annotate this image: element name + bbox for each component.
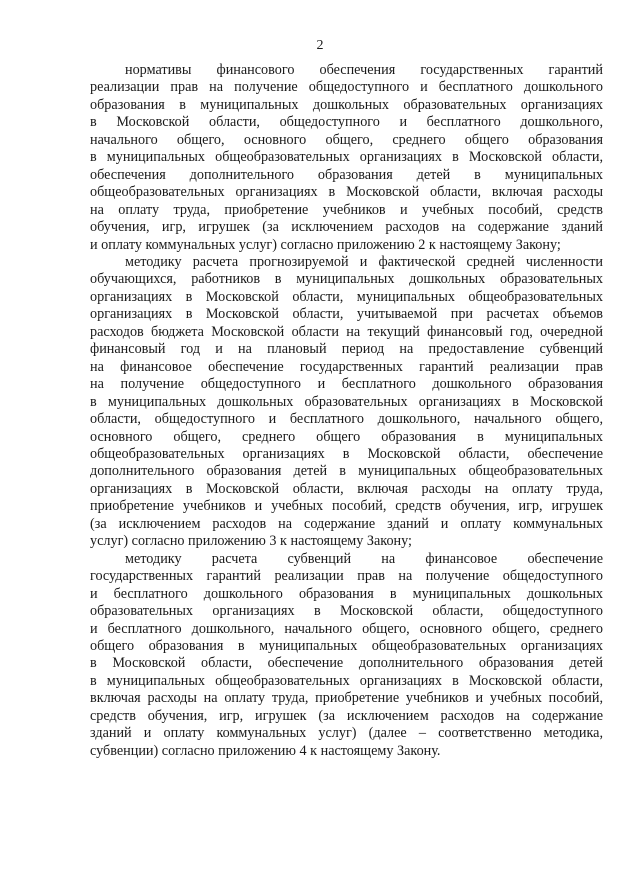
text-line: реализации прав на получение общедоступного и бесплатного дошкольного [90, 79, 603, 96]
text-line: на получение общедоступного и бесплатного дошкольного образования [90, 376, 603, 393]
text-line: начального общего, основного общего, среднего общего образования [90, 131, 603, 148]
text-line: средств обучения, игр, игрушек (за исключением расходов на содержание [90, 707, 603, 724]
text-line: и оплату коммунальных услуг) согласно приложению 2 к настоящему Закону; [90, 236, 561, 253]
text-line: методику расчета прогнозируемой и фактической средней численности [125, 253, 603, 270]
text-line: расходов бюджета Московской области на текущий финансовый год, очередной [90, 323, 603, 340]
text-line: в муниципальных дошкольных образовательных организациях в Московской [90, 393, 603, 410]
text-line: обучения, игр, игрушек (за исключением расходов на содержание зданий [90, 219, 603, 236]
text-line: общеобразовательных организациях в Московской области, обеспечение [90, 445, 603, 462]
text-line: организациях в Московской области, включая расходы на оплату труда, [90, 480, 603, 497]
text-line: организациях в Московской области, учитываемой при расчетах объемов [90, 306, 603, 323]
text-line: общего образования в муниципальных общеобразовательных организациях [90, 637, 603, 654]
text-line: приобретение учебников и учебных пособий, средств обучения, игр, игрушек [90, 498, 603, 515]
text-line: зданий и оплату коммунальных услуг) (далее – соответственно методика, [90, 725, 603, 742]
text-line: (за исключением расходов на содержание зданий и оплату коммунальных [90, 515, 603, 532]
text-line: нормативы финансового обеспечения государственных гарантий [125, 62, 603, 78]
text-line: области, общедоступного и бесплатного дошкольного, начального общего, [90, 411, 603, 428]
paragraph-methodology-headcount [90, 254, 603, 551]
text-line: и бесплатного дошкольного образования в муниципальных дошкольных [90, 585, 603, 602]
text-line: основного общего, среднего общего образования в муниципальных [90, 428, 603, 445]
paragraph-methodology-subventions [90, 551, 603, 760]
document-body [90, 62, 603, 760]
text-line: образовательных организациях в Московской области, общедоступного [90, 603, 603, 620]
text-line: общеобразовательных организациях в Московской области, включая расходы [90, 184, 603, 201]
text-line: услуг) согласно приложению 3 к настоящему Закону; [90, 533, 412, 550]
text-line: финансовый год и на плановый период на предоставление субвенций [90, 341, 603, 358]
text-line: методику расчета субвенций на финансовое обеспечение [125, 550, 603, 567]
text-line: включая расходы на оплату труда, приобретение учебников и учебных пособий, [90, 690, 603, 707]
text-line: организациях в Московской области, муниципальных общеобразовательных [90, 288, 603, 305]
text-line: в муниципальных общеобразовательных организациях в Московской области, [90, 149, 603, 166]
text-line: обучающихся, работников в муниципальных дошкольных образовательных [90, 271, 603, 288]
text-line: государственных гарантий реализации прав на получение общедоступного [90, 568, 603, 585]
text-line: в Московской области, обеспечение дополнительного образования детей [90, 655, 603, 672]
text-line: обеспечения дополнительного образования детей в муниципальных [90, 166, 603, 183]
text-line: на оплату труда, приобретение учебников и учебных пособий, средств [90, 201, 603, 218]
text-line: в муниципальных общеобразовательных организациях в Московской области, [90, 672, 603, 689]
text-line: и бесплатного дошкольного, начального общего, основного общего, среднего [90, 620, 603, 637]
paragraph-norms [90, 62, 603, 254]
text-line: субвенции) согласно приложению 4 к настоящему Закону. [90, 742, 441, 759]
text-line: в Московской области, общедоступного и бесплатного дошкольного, [90, 114, 603, 131]
text-line: дополнительного образования детей в муниципальных общеобразовательных [90, 463, 603, 480]
text-line: образования в муниципальных дошкольных образовательных организациях [90, 96, 603, 113]
page-number: 2 [316, 38, 324, 53]
text-line: на финансовое обеспечение государственных гарантий реализации прав [90, 358, 603, 375]
